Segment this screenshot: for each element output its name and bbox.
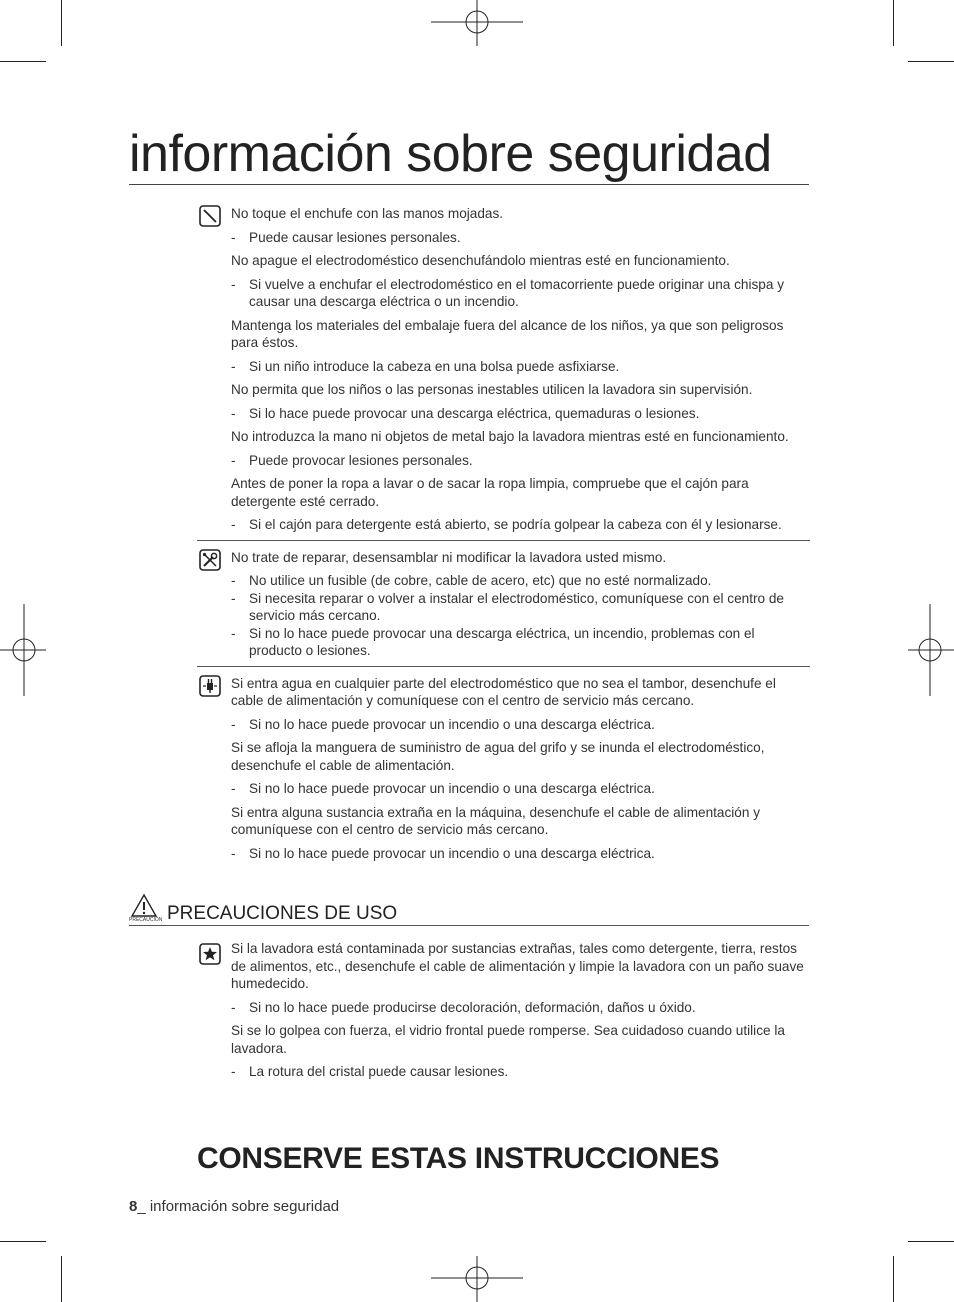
page-number: 8: [129, 1198, 138, 1215]
star-icon: [199, 943, 221, 965]
crop-mark: [893, 0, 894, 46]
warning-text: No apague el electrodoméstico desenchufándolo mientras esté en funcionamiento.: [231, 253, 730, 268]
crop-mark: [908, 1241, 954, 1242]
crop-mark: [61, 1256, 62, 1302]
consequence-item: - Si no lo hace puede producirse decoloración, deformación, daños u óxido.: [231, 999, 696, 1015]
page-footer: [129, 1198, 339, 1215]
warning-group: [197, 666, 810, 863]
registration-mark-icon: [431, 0, 523, 46]
crop-mark: [0, 1241, 46, 1242]
warning-text: Antes de poner la ropa a lavar o de sacar la ropa limpia, compruebe que el cajón para detergente esté cerrado.: [231, 476, 749, 509]
section-title: PRECAUCIONES DE USO: [167, 903, 398, 924]
no-disassemble-icon: [199, 549, 221, 571]
no-touch-icon: [199, 205, 221, 227]
warning-text: No trate de reparar, desensamblar ni modificar la lavadora usted mismo.: [231, 549, 667, 565]
warnings-list: [197, 205, 810, 868]
registration-mark-icon: [0, 604, 46, 696]
consequence-item: - No utilice un fusible (de cobre, cable de acero, etc) que no esté normalizado.: [231, 573, 712, 588]
caution-label: PRECAUCIÓN: [129, 917, 163, 923]
precaution-text: Si la lavadora está contaminada por sustancias extrañas, tales como detergente, tierra, restos de alimentos, etc., desenchufe el cable de alimentación y limpie la lavadora con un paño suave humedecido.: [231, 941, 804, 991]
consequence-item: - Si no lo hace puede provocar un incendio o una descarga eléctrica.: [231, 716, 655, 732]
registration-mark-icon: [908, 604, 954, 696]
warning-text: Si entra agua en cualquier parte del electrodoméstico que no sea el tambor, desenchufe el cable de alimentación y comuníquese con el centro de servicio más cercano.: [231, 675, 776, 708]
consequence-item: - Si no lo hace puede provocar una descarga eléctrica, un incendio, problemas con el producto o lesiones.: [231, 625, 755, 658]
unplug-icon: [199, 675, 221, 697]
consequence-item: - La rotura del cristal puede causar lesiones.: [231, 1064, 509, 1079]
consequence-item: - Si necesita reparar o volver a instalar el electrodoméstico, comuníquese con el centro de servicio más cercano.: [231, 590, 784, 623]
warning-group: [197, 540, 810, 660]
footer-text: _ información sobre seguridad: [137, 1198, 340, 1215]
warning-text: Mantenga los materiales del embalaje fuera del alcance de los niños, ya que son peligrosos para éstos.: [231, 317, 784, 350]
registration-mark-icon: [431, 1256, 523, 1302]
precaution-text: Si se lo golpea con fuerza, el vidrio frontal puede romperse. Sea cuidadoso cuando utilice la lavadora.: [231, 1023, 785, 1056]
page-title: información sobre seguridad: [129, 124, 809, 185]
crop-mark: [893, 1256, 894, 1302]
consequence-item: - Si lo hace puede provocar una descarga eléctrica, quemaduras o lesiones.: [231, 405, 700, 421]
warning-text: No permita que los niños o las personas inestables utilicen la lavadora sin supervisión.: [231, 382, 753, 397]
warning-group: [197, 205, 810, 534]
consequence-item: - Si un niño introduce la cabeza en una bolsa puede asfixiarse.: [231, 358, 620, 374]
consequence-item: - Puede provocar lesiones personales.: [231, 452, 473, 468]
section-header: [129, 893, 809, 926]
closing-heading: CONSERVE ESTAS INSTRUCCIONES: [197, 1142, 720, 1175]
consequence-item: - Si no lo hace puede provocar un incendio o una descarga eléctrica.: [231, 845, 655, 861]
warning-text: Si entra alguna sustancia extraña en la máquina, desenchufe el cable de alimentación y comuníquese con el centro de servicio más cercano.: [231, 804, 760, 837]
warning-text: No introduzca la mano ni objetos de metal bajo la lavadora mientras esté en funcionamiento.: [231, 429, 789, 444]
warning-text: Si se afloja la manguera de suministro de agua del grifo y se inunda el electrodoméstico, desenchufe el cable de alimentación.: [231, 740, 765, 773]
precautions-list: [197, 940, 810, 1087]
crop-mark: [61, 0, 62, 46]
crop-mark: [0, 61, 46, 62]
consequence-item: - Si vuelve a enchufar el electrodoméstico en el tomacorriente puede originar una chispa y causar una descarga eléctrica o un incendio.: [231, 276, 784, 309]
consequence-item: - Si el cajón para detergente está abierto, se podría golpear la cabeza con él y lesionarse.: [231, 517, 782, 532]
crop-mark: [908, 61, 954, 62]
consequence-item: - Si no lo hace puede provocar un incendio o una descarga eléctrica.: [231, 781, 655, 796]
precaution-group: [197, 940, 810, 1081]
consequence-item: - Puede causar lesiones personales.: [231, 229, 461, 245]
warning-text: No toque el enchufe con las manos mojadas.: [231, 206, 504, 221]
